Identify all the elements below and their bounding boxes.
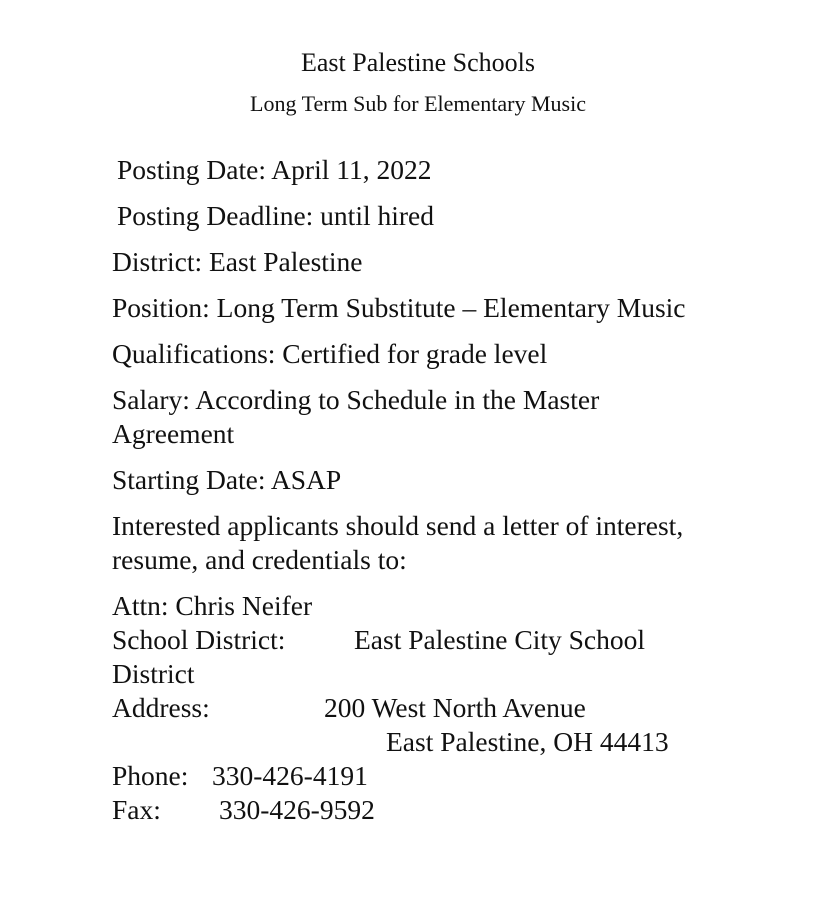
school-district-value-continued: District: [112, 658, 195, 689]
school-district-value: East Palestine City School: [354, 624, 646, 655]
posting-deadline: Posting Deadline: until hired: [117, 200, 434, 231]
fax-label: Fax:: [112, 794, 161, 825]
phone-number: 330-426-4191: [212, 760, 368, 791]
position: Position: Long Term Substitute – Elementary Music: [112, 292, 686, 323]
starting-date: Starting Date: ASAP: [112, 464, 342, 495]
district: District: East Palestine: [112, 246, 363, 277]
school-district-row: [112, 623, 712, 657]
address-row: [112, 691, 712, 725]
application-instructions: Interested applicants should send a letter of interest, resume, and credentials to:: [112, 510, 684, 575]
phone-row: [112, 759, 512, 793]
fax-number: 330-426-9592: [219, 794, 375, 825]
fax-row: [112, 793, 512, 827]
address-label: Address:: [112, 692, 210, 723]
phone-label: Phone:: [112, 760, 189, 791]
position-subheading: Long Term Sub for Elementary Music: [250, 91, 586, 116]
salary: Salary: According to Schedule in the Master Agreement: [112, 384, 600, 449]
school-name-heading: East Palestine Schools: [301, 48, 535, 77]
qualifications: Qualifications: Certified for grade level: [112, 338, 548, 369]
attention-line: Attn: Chris Neifer: [112, 590, 313, 621]
posting-date: Posting Date: April 11, 2022: [117, 154, 432, 185]
address-line-1: 200 West North Avenue: [324, 692, 586, 723]
school-district-label: School District:: [112, 624, 286, 655]
address-line-2: East Palestine, OH 44413: [386, 726, 669, 757]
